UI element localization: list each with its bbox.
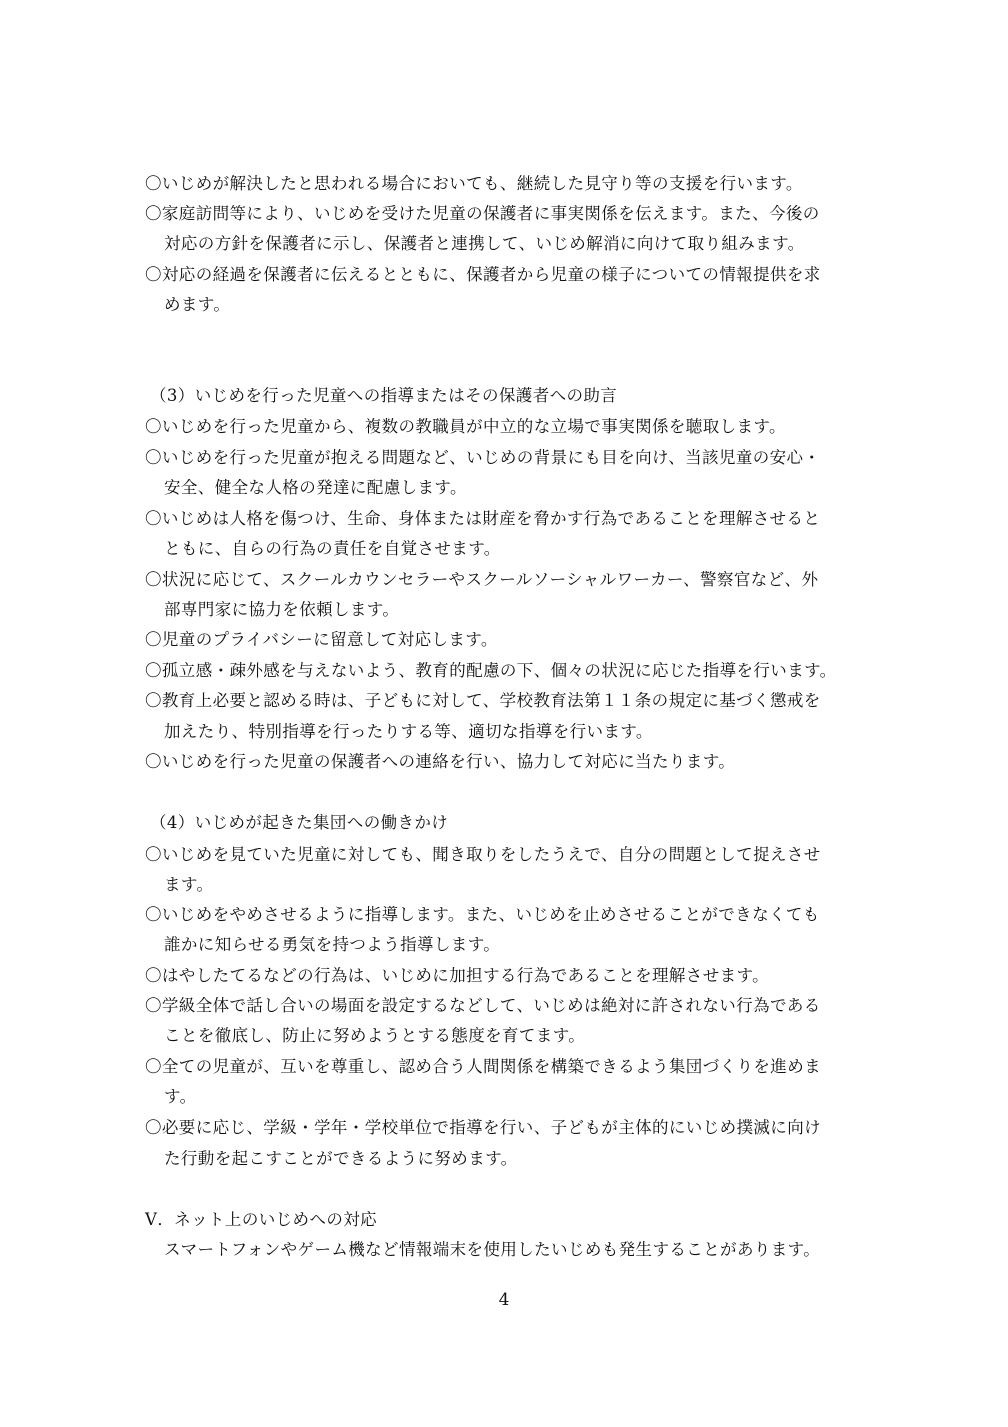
continuation-line: 対応の方針を保護者に示し、保護者と連携して、いじめ解消に向けて取り組みます。	[164, 234, 805, 253]
bullet-line: 〇家庭訪問等により、いじめを受けた児童の保護者に事実関係を伝えます。また、今後の	[145, 204, 820, 223]
bullet-line: 〇はやしたてるなどの行為は、いじめに加担する行為であることを理解させます。	[145, 966, 769, 985]
continuation-line: た行動を起こすことができるように努めます。	[164, 1149, 518, 1168]
bullet-line: 〇いじめを見ていた児童に対しても、聞き取りをしたうえで、自分の問題として捉えさせ	[145, 845, 821, 864]
continuation-line: ことを徹底し、防止に努めようとする態度を育てます。	[164, 1026, 586, 1045]
bullet-line: 〇学級全体で話し合いの場面を設定するなどして、いじめは絶対に許されない行為である	[145, 996, 821, 1015]
bullet-line: 〇いじめが解決したと思われる場合においても、継続した見守り等の支援を行います。	[145, 174, 803, 193]
bullet-line: 〇いじめをやめさせるように指導します。また、いじめを止めさせることができなくても	[145, 905, 820, 924]
bullet-line: 〇必要に応じ、学級・学年・学校単位で指導を行い、子どもが主体的にいじめ撲滅に向け	[145, 1118, 821, 1137]
bullet-line: 〇いじめを行った児童の保護者への連絡を行い、協力して対応に当たります。	[145, 752, 736, 771]
continuation-line: ともに、自らの行為の責任を自覚させます。	[164, 539, 501, 558]
continuation-line: 加えたり、特別指導を行ったりする等、適切な指導を行います。	[164, 722, 653, 741]
paragraph-line: スマートフォンやゲーム機など情報端末を使用したいじめも発生することがあります。	[164, 1240, 821, 1259]
continuation-line: ます。	[164, 875, 214, 894]
bullet-line: 〇状況に応じて、スクールカウンセラーやスクールソーシャルワーカー、警察官など、外	[145, 570, 819, 589]
bullet-line: 〇いじめを行った児童から、複数の教職員が中立的な立場で事実関係を聴取します。	[145, 417, 786, 436]
bullet-line: 〇孤立感・疎外感を与えないよう、教育的配慮の下、個々の状況に応じた指導を行います。	[145, 661, 837, 680]
bullet-line: 〇対応の経過を保護者に伝えるとともに、保護者から児童の様子についての情報提供を求	[145, 265, 821, 284]
continuation-line: 部専門家に協力を依頼します。	[164, 600, 400, 619]
bullet-line: 〇児童のプライバシーに留意して対応します。	[145, 630, 498, 649]
section-4-heading: （4）いじめが起きた集団への働きかけ	[150, 813, 449, 832]
continuation-line: めます。	[164, 295, 231, 314]
section-3-heading: （3）いじめを行った児童への指導またはその保護者への助言	[150, 386, 618, 405]
section-5-heading: Ⅴ．ネット上のいじめへの対応	[145, 1210, 378, 1229]
continuation-line: す。	[164, 1087, 197, 1106]
bullet-line: 〇いじめを行った児童が抱える問題など、いじめの背景にも目を向け、当該児童の安心・	[145, 448, 821, 467]
bullet-line: 〇いじめは人格を傷つけ、生命、身体または財産を脅かす行為であることを理解させると	[145, 509, 821, 528]
bullet-line: 〇全ての児童が、互いを尊重し、認め合う人間関係を構築できるよう集団づくりを進めま	[145, 1057, 821, 1076]
continuation-line: 安全、健全な人格の発達に配慮します。	[164, 478, 467, 497]
continuation-line: 誰かに知らせる勇気を持つよう指導します。	[164, 935, 501, 954]
bullet-line: 〇教育上必要と認める時は、子どもに対して、学校教育法第１１条の規定に基づく懲戒を	[145, 691, 821, 710]
page-number: 4	[498, 1290, 510, 1310]
